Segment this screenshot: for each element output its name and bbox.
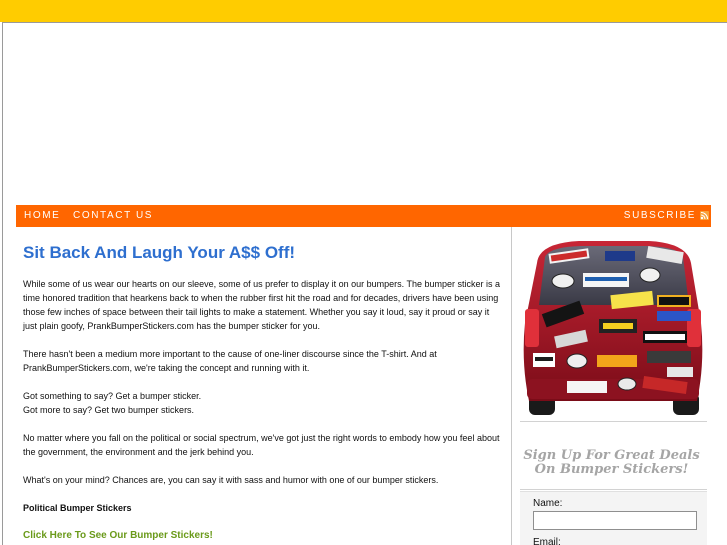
paragraph-spectrum: No matter where you fall on the political or social spectrum, we've got just the right words to embody how you feel about the government, the environment and the jerk behind you. [23,433,500,457]
signup-heading [512,449,711,477]
section-heading: Political Bumper Stickers [23,503,132,513]
signup-heading-line1: Sign Up For Great Deals [523,448,700,463]
sidebar [512,227,711,545]
car-bumper-stickers-image [519,233,707,417]
paragraph-intro: While some of us wear our hearts on our sleeve, some of us prefer to display it on our bumpers. The bumper sticker is a time honored tradition that hearkens back to when the rubber first hit the road and for decades, drivers have been using those few inches of space between their tail lights to make a statement. Whether you say it loud, say it proud or say it just plain goofy, PrankBumperStickers.com has the bumper sticker for you. [23,279,501,331]
nav-contact-link[interactable]: CONTACT US [73,210,154,221]
signup-form [520,491,707,545]
main-content [16,227,512,545]
nav-home-link[interactable]: HOME [24,210,61,221]
paragraph-got-something: Got something to say? Get a bumper sticker. [23,391,202,401]
paragraph-on-your-mind: What's on your mind? Chances are, you can say it with sass and humor with one of our bumper stickers. [23,475,439,485]
rss-icon[interactable] [700,211,709,220]
article-body [23,277,503,545]
nav-subscribe-link[interactable]: SUBSCRIBE [623,210,696,221]
paragraph-got-more: Got more to say? Get two bumper stickers. [23,405,195,415]
email-label: Email: [533,537,561,545]
page-title: Sit Back And Laugh Your A$$ Off! [23,243,296,262]
signup-heading-line2: On Bumper Stickers! [534,462,689,477]
name-label: Name: [533,498,563,509]
bumper-stickers-link[interactable]: Click Here To See Our Bumper Stickers! [23,530,213,541]
name-input[interactable] [533,511,697,530]
nav-bar [16,205,711,227]
top-bar [0,0,727,22]
sidebar-rule-bottom [520,489,707,490]
paragraph-medium: There hasn't been a medium more important to the cause of one-liner discourse since the T-shirt. And at PrankBumperStickers.com, we're taking the concept and running with it. [23,349,437,373]
sidebar-rule-top [520,421,707,422]
